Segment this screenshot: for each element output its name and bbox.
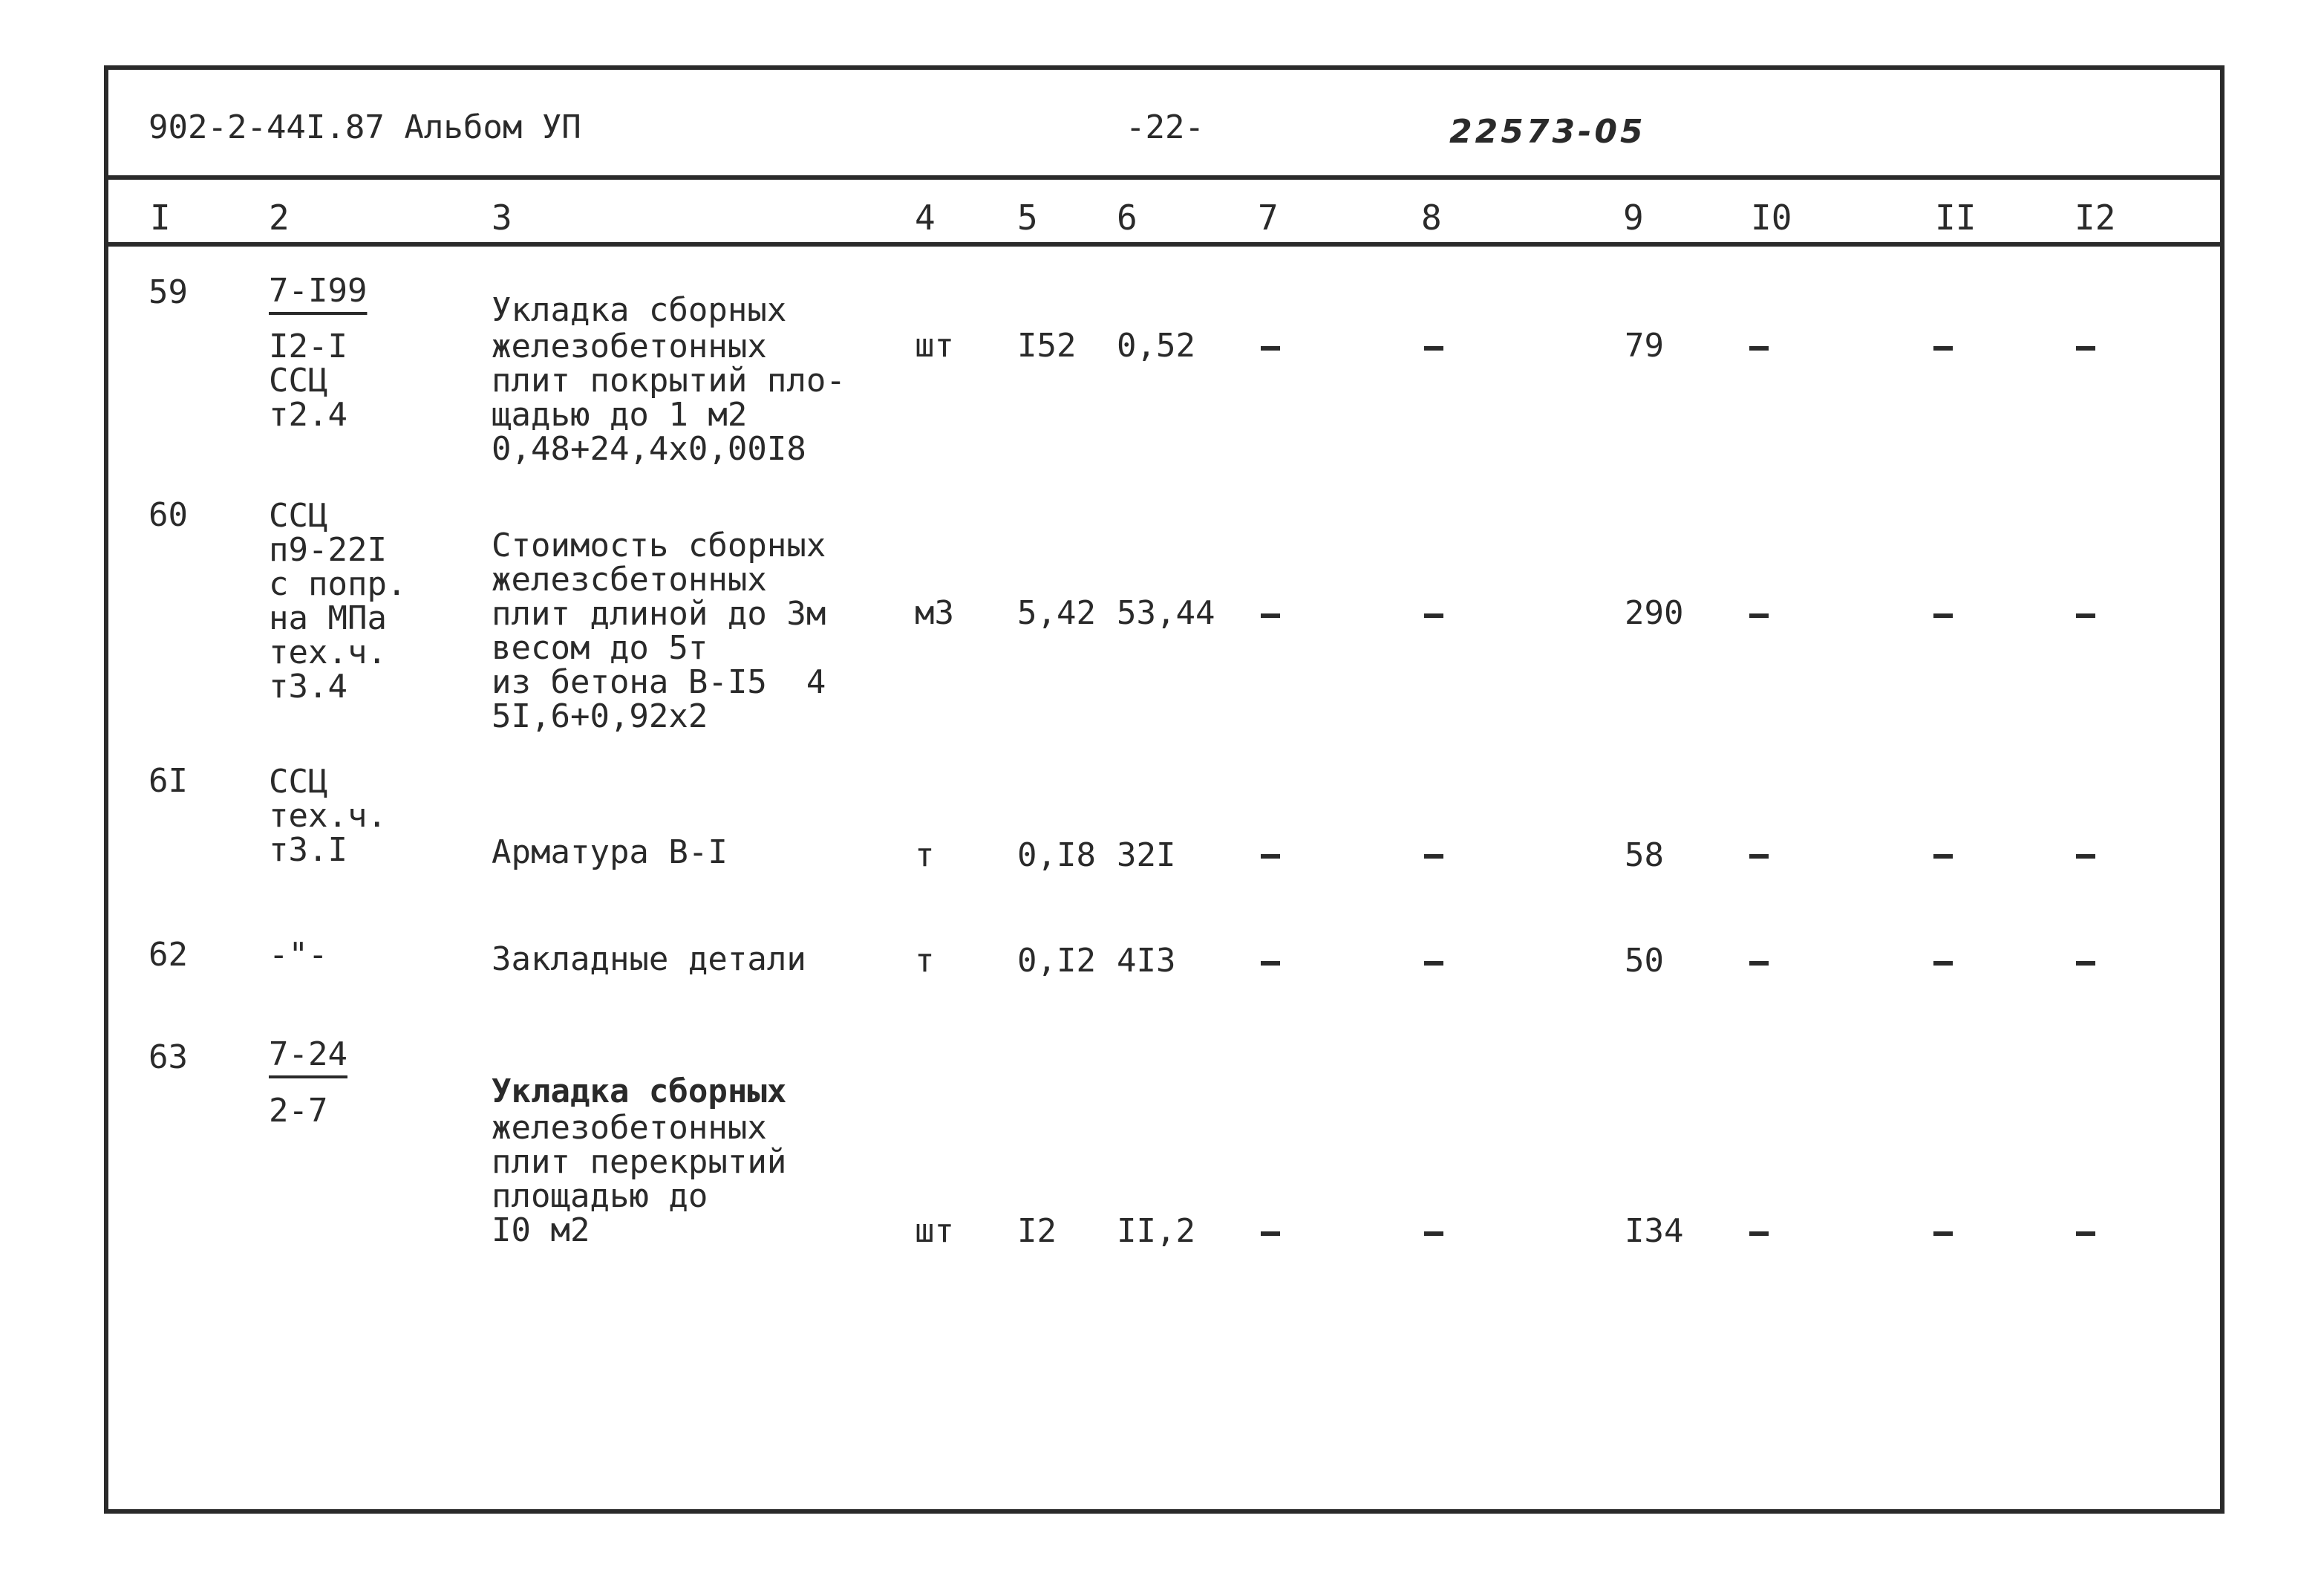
column-number: I2 [2075,198,2116,238]
column-number: 9 [1623,198,1644,238]
unit-price: 0,52 [1117,327,1195,365]
column-number: 6 [1117,198,1137,238]
work-description: Стоимость сборных железсбетонных плит длиной до 3м весом до 5т из бетона В-I5 4 5I,6+0,92х2 [492,527,826,735]
empty-dash [1424,1231,1443,1236]
document-designation: 902-2-44I.87 Альбом УП [148,108,581,146]
empty-dash [1261,346,1280,351]
quantity: I52 [1017,327,1077,365]
unit-price: 32I [1117,836,1176,874]
total-cost: 58 [1625,836,1664,874]
quantity: I2 [1017,1212,1057,1250]
row-number: 60 [148,496,188,534]
norm-code: 2-7 [269,1092,328,1130]
norm-code: I2-I ССЦ т2.4 [269,328,347,434]
total-cost: 50 [1625,942,1664,980]
quantity: 0,I8 [1017,836,1096,874]
unit-price: 53,44 [1117,594,1215,632]
column-number: I0 [1751,198,1792,238]
handwritten-stamp: 22573-05 [1449,113,1646,151]
total-cost: I34 [1625,1212,1684,1250]
empty-dash [1424,346,1443,351]
norm-code: -"- [269,936,328,974]
quantity: 0,I2 [1017,942,1096,980]
column-number: I [150,198,171,238]
header-rule [108,175,2220,180]
empty-dash [1749,1231,1769,1236]
row-number: 59 [148,273,188,311]
empty-dash [1424,854,1443,859]
work-description: Закладные детали [492,940,806,978]
norm-code-top: 7-24 [269,1035,347,1073]
row-number: 6I [148,762,188,800]
unit: шт [915,1212,954,1250]
empty-dash [1424,961,1443,966]
work-description-title: Укладка сборных [492,291,787,329]
norm-code: ССЦ п9-22I с попр. на МПа тех.ч. т3.4 [269,497,407,706]
empty-dash [1261,613,1280,618]
column-number: 5 [1017,198,1038,238]
empty-dash [1424,613,1443,618]
row-number: 63 [148,1038,188,1076]
empty-dash [2076,613,2095,618]
unit-price: 4I3 [1117,942,1176,980]
page-frame [104,65,2225,1514]
norm-code: ССЦ тех.ч. т3.I [269,763,387,869]
empty-dash [1749,961,1769,966]
total-cost: 79 [1625,327,1664,365]
unit: т [915,942,935,980]
column-header-rule [108,242,2220,247]
empty-dash [1933,854,1953,859]
empty-dash [1261,1231,1280,1236]
unit: м3 [915,594,954,632]
empty-dash [1261,854,1280,859]
column-number: 2 [269,198,290,238]
row-number: 62 [148,936,188,974]
empty-dash [2076,854,2095,859]
page-number: -22- [1126,108,1204,146]
unit: шт [915,327,954,365]
total-cost: 290 [1625,594,1684,632]
empty-dash [1933,346,1953,351]
norm-code-top: 7-I99 [269,272,368,310]
quantity: 5,42 [1017,594,1096,632]
column-number: 4 [915,198,936,238]
work-description: железобетонных плит покрытий пло- щадью до 1 м2 0,48+24,4х0,00I8 [492,328,846,468]
unit: т [915,836,935,874]
empty-dash [1749,613,1769,618]
column-number: II [1935,198,1977,238]
empty-dash [1261,961,1280,966]
column-number: 7 [1258,198,1279,238]
column-number: 3 [492,198,512,238]
empty-dash [1933,613,1953,618]
unit-price: II,2 [1117,1212,1195,1250]
work-description: железобетонных плит перекрытий площадью до I0 м2 [492,1109,787,1249]
empty-dash [1749,346,1769,351]
work-description-title: Укладка сборных [492,1072,787,1110]
column-number: 8 [1421,198,1442,238]
empty-dash [1933,961,1953,966]
empty-dash [2076,1231,2095,1236]
empty-dash [1933,1231,1953,1236]
work-description: Арматура В-I [492,833,728,871]
empty-dash [2076,346,2095,351]
empty-dash [1749,854,1769,859]
empty-dash [2076,961,2095,966]
